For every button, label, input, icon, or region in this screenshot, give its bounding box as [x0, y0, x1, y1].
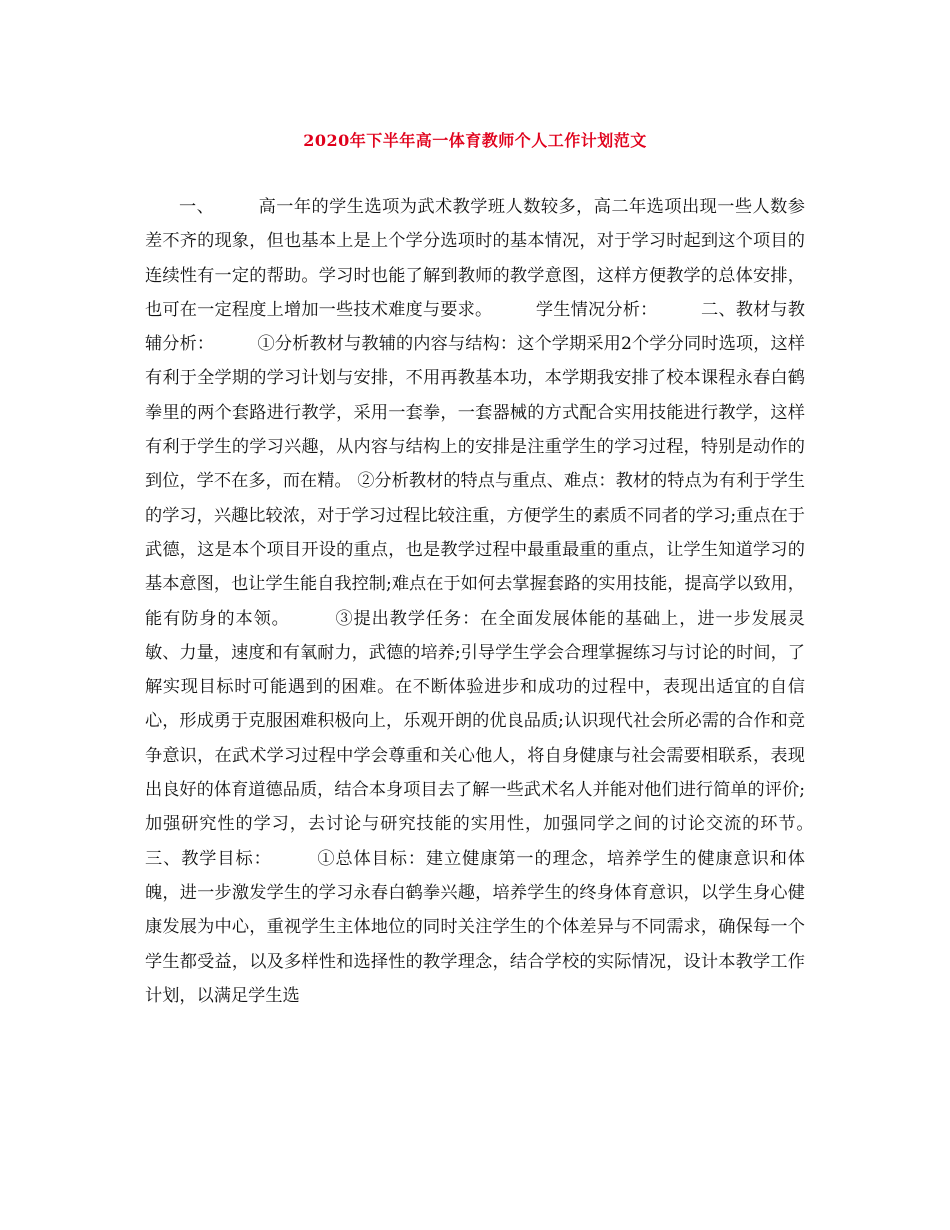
document-body-text: 一、 高一年的学生选项为武术教学班人数较多，高二年选项出现一些人数参差不齐的现象，但也基本上是上个学分选项时的基本情况，对于学习时起到这个项目的连续性有一定的帮助。学习时也能了解到教师的教学意图，这样方便教学的总体安排，也可在一定程度上增加一些技术难度与要求。 学生情况分析： 二、教材与教辅分析： ①分析教材与教辅的内容与结构：这个学期采用2个学分同时选项，这样有利于全学期的学习计划与安排，不用再教基本功，本学期我安排了校本课程永春白鹤拳里的两个套路进行教学，采用一套拳，一套器械的方式配合实用技能进行教学，这样有利于学生的学习兴趣，从内容与结构上的安排是注重学生的学习过程，特别是动作的到位，学不在多，而在精。 ②分析教材的特点与重点、难点：教材的特点为有利于学生的学习，兴趣比较浓，对于学习过程比较注重，方便学生的素质不同者的学习;重点在于武德，这是本个项目开设的重点，也是教学过程中最重最重的重点，让学生知道学习的基本意图，也让学生能自我控制;难点在于如何去掌握套路的实用技能，提高学以致用，能有防身的本领。 ③提出教学任务：在全面发展体能的基础上，进一步发展灵敏、力量，速度和有氧耐力，武德的培养;引导学生学会合理掌握练习与讨论的时间，了解实现目标时可能遇到的困难。在不断体验进步和成功的过程中，表现出适宜的自信心，形成勇于克服困难积极向上，乐观开朗的优良品质;认识现代社会所必需的合作和竞争意识，在武术学习过程中学会尊重和关心他人，将自身健康与社会需要相联系，表现出良好的体育道德品质，结合本身项目去了解一些武术名人并能对他们进行简单的评价;加强研究性的学习，去讨论与研究技能的实用性，加强同学之间的讨论交流的环节。 三、教学目标： ①总体目标：建立健康第一的理念，培养学生的健康意识和体魄，进一步激发学生的学习永春白鹤拳兴趣，培养学生的终身体育意识，以学生身心健康发展为中心，重视学生主体地位的同时关注学生的个体差异与不同需求，确保每一个学生都受益，以及多样性和选择性的教学理念，结合学校的实际情况，设计本教学工作计划，以满足学生选	[145, 197, 857, 1006]
document-title: 2020年下半年高一体育教师个人工作计划范文	[303, 131, 647, 150]
